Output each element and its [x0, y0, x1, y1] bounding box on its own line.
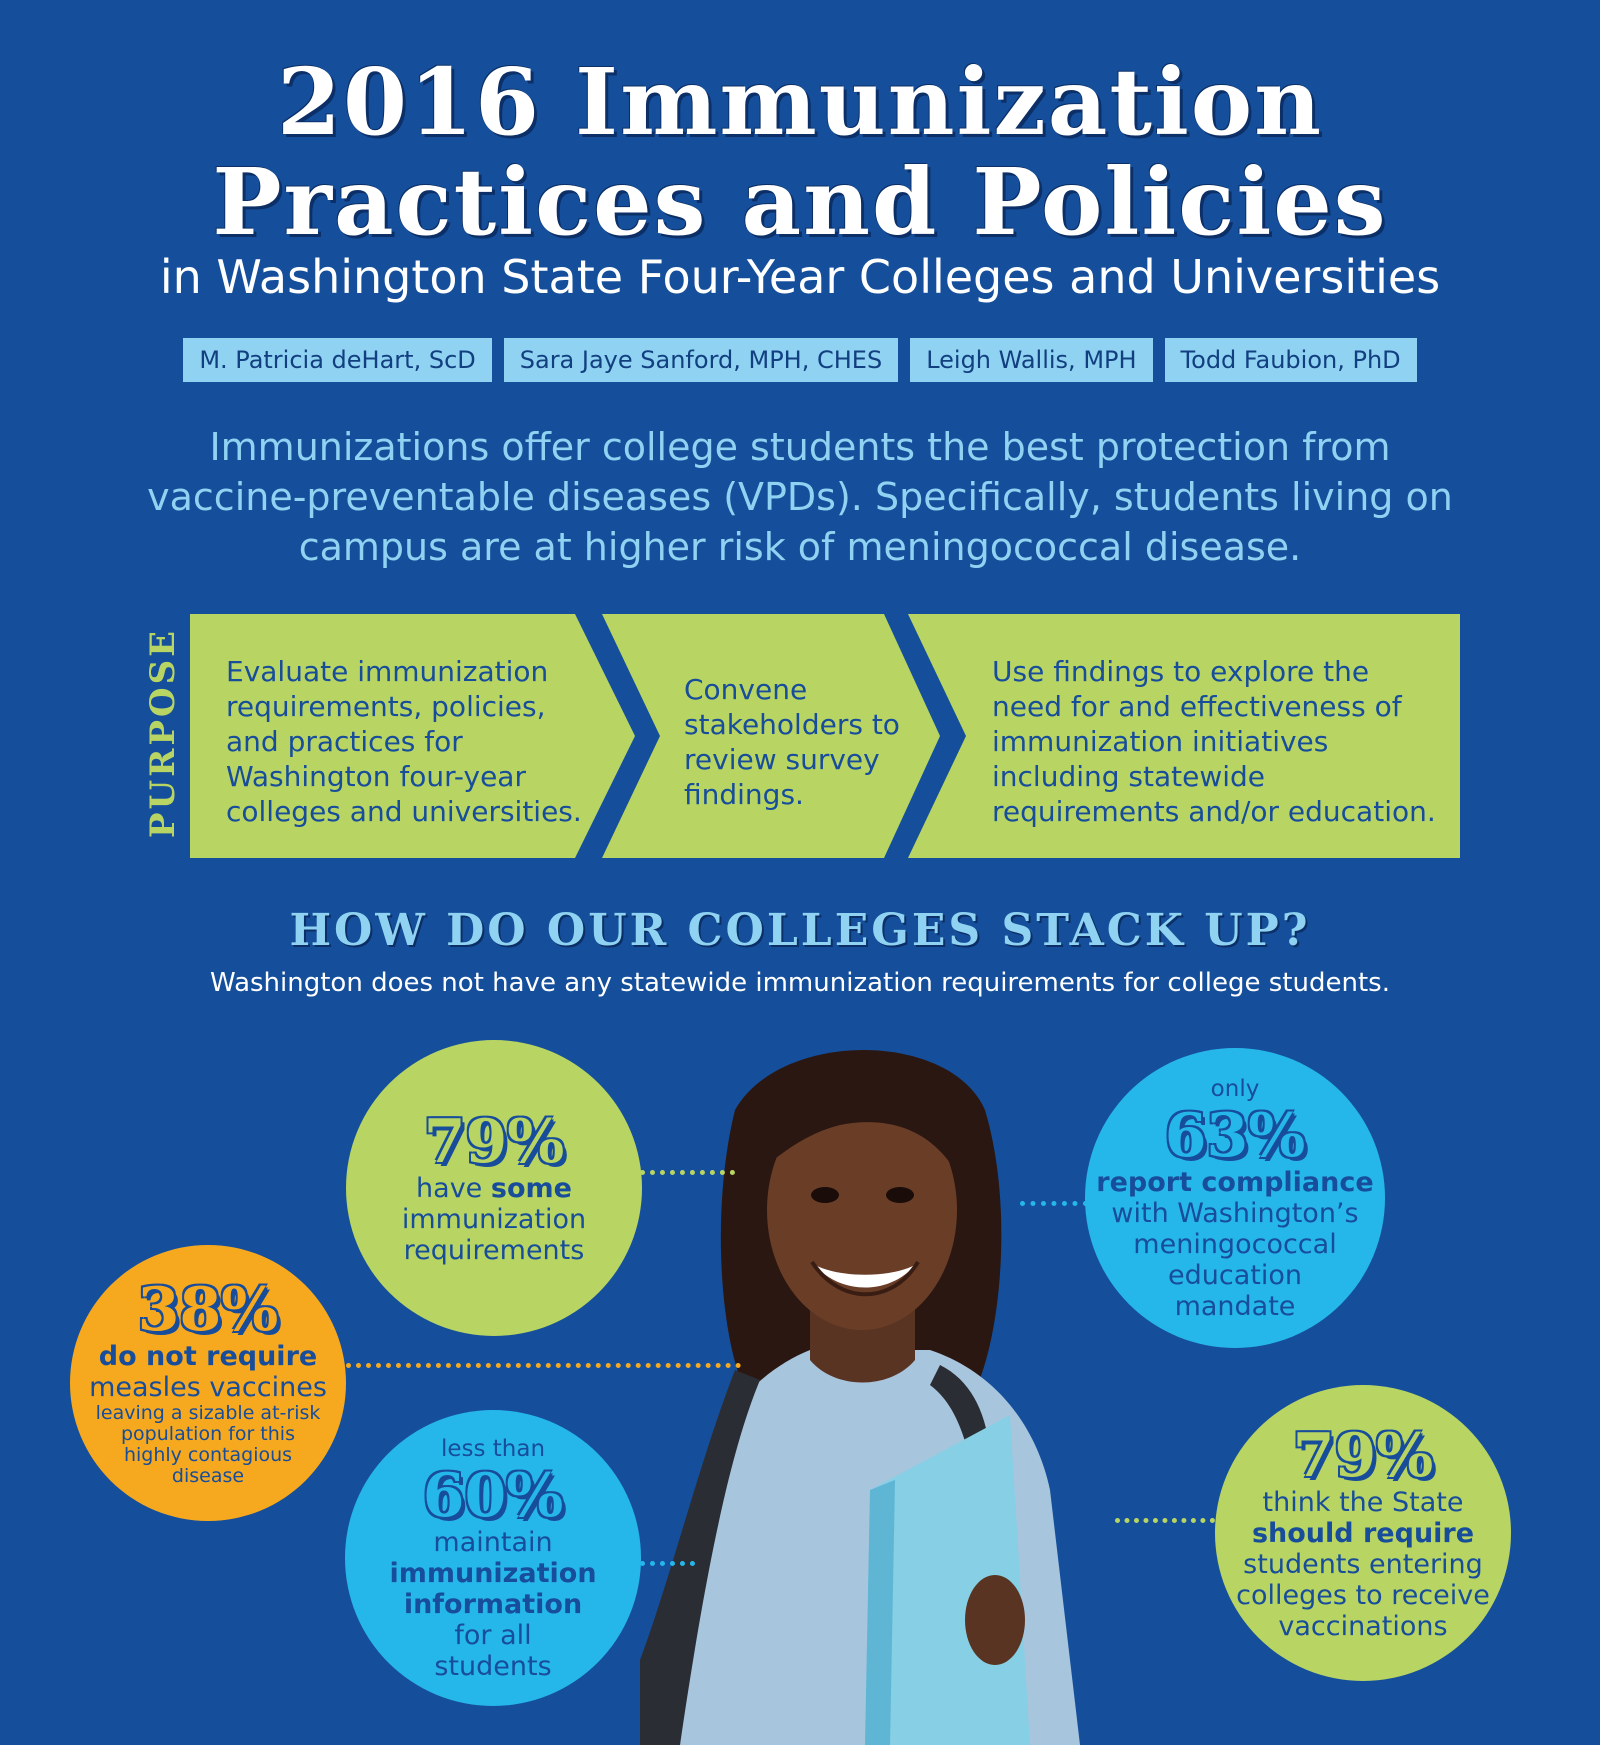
stat-circle-measles — [70, 1245, 346, 1521]
stat-line: measles vaccines — [89, 1372, 327, 1403]
stat-line: mandate — [1174, 1291, 1296, 1322]
stat-circle-some-requirements — [346, 1040, 642, 1336]
stat-line: maintain — [433, 1527, 553, 1558]
purpose-label-text: PURPOSE — [143, 627, 183, 839]
stat-line: immunization — [401, 1203, 587, 1235]
stat-circle-should-require — [1215, 1385, 1511, 1681]
stat-line: students entering — [1243, 1548, 1483, 1580]
stat-small: highly contagious — [123, 1444, 293, 1466]
connector-38 — [346, 1363, 741, 1368]
stack-heading: HOW DO OUR COLLEGES STACK UP? — [289, 905, 1311, 956]
stack-subheading: Washington does not have any statewide immunization requirements for college students. — [210, 968, 1390, 998]
stat-value: 38% — [137, 1275, 279, 1345]
purpose-step-2: Convene stakeholders to review survey findings. — [684, 673, 900, 811]
stat-line: only — [1210, 1076, 1260, 1102]
author-list — [0, 338, 1600, 382]
purpose-step-1: Evaluate immunization requirements, policies, and practices for Washington four-year colleges and universities. — [226, 655, 582, 828]
stat-line: students — [434, 1651, 552, 1682]
student-photo — [640, 1020, 1140, 1745]
stat-line: requirements — [403, 1234, 585, 1266]
title-line-2: Practices and Policies — [212, 148, 1388, 256]
stat-bold: report compliance — [1096, 1167, 1374, 1198]
stat-small: disease — [171, 1465, 245, 1487]
intro-text: Immunizations offer college students the best protection from vaccine-preventable diseases (VPDs). Specifically, students living on campus are at higher risk of meningococcal disease. — [147, 425, 1453, 569]
stat-line: less than — [440, 1436, 546, 1462]
connector-60 — [640, 1561, 695, 1566]
connector-79a — [640, 1170, 735, 1175]
stat-bold: immunization — [389, 1558, 597, 1589]
stat-text: have — [416, 1172, 483, 1204]
stat-value: 63% — [1164, 1101, 1306, 1171]
stat-bold: do not require — [98, 1341, 318, 1372]
purpose-step-3: Use findings to explore the need for and effectiveness of immunization initiatives including statewide requirements and/or education. — [992, 655, 1436, 828]
stat-line: education — [1168, 1260, 1302, 1291]
connector-63 — [1020, 1201, 1088, 1206]
stat-line: with Washington’s — [1111, 1198, 1359, 1229]
author-badge: Leigh Wallis, MPH — [910, 338, 1152, 382]
stat-bold: information — [403, 1589, 583, 1620]
stat-value: 79% — [1292, 1420, 1434, 1491]
stat-circle-compliance — [1085, 1048, 1385, 1348]
stat-value: 60% — [422, 1461, 564, 1531]
stat-line: meningococcal — [1133, 1229, 1337, 1260]
stat-bold: should require — [1251, 1517, 1475, 1549]
stat-bold: some — [490, 1172, 572, 1204]
stat-small: population for this — [121, 1423, 295, 1445]
title-line-1: 2016 Immunization — [276, 48, 1324, 156]
stat-line — [416, 1173, 572, 1204]
stat-value: 79% — [423, 1106, 565, 1177]
author-badge: Sara Jaye Sanford, MPH, CHES — [504, 338, 898, 382]
stat-line: colleges to receive — [1236, 1579, 1490, 1611]
subtitle: in Washington State Four-Year Colleges and Universities — [159, 250, 1441, 304]
stat-line: for all — [454, 1620, 532, 1651]
stat-small: leaving a sizable at-risk — [95, 1402, 321, 1424]
stat-line: think the State — [1262, 1486, 1464, 1518]
connector-79b — [1115, 1518, 1215, 1523]
author-badge: M. Patricia deHart, ScD — [183, 338, 491, 382]
author-badge: Todd Faubion, PhD — [1165, 338, 1417, 382]
stat-circle-maintain-info — [345, 1410, 641, 1706]
stat-line: vaccinations — [1278, 1610, 1448, 1642]
